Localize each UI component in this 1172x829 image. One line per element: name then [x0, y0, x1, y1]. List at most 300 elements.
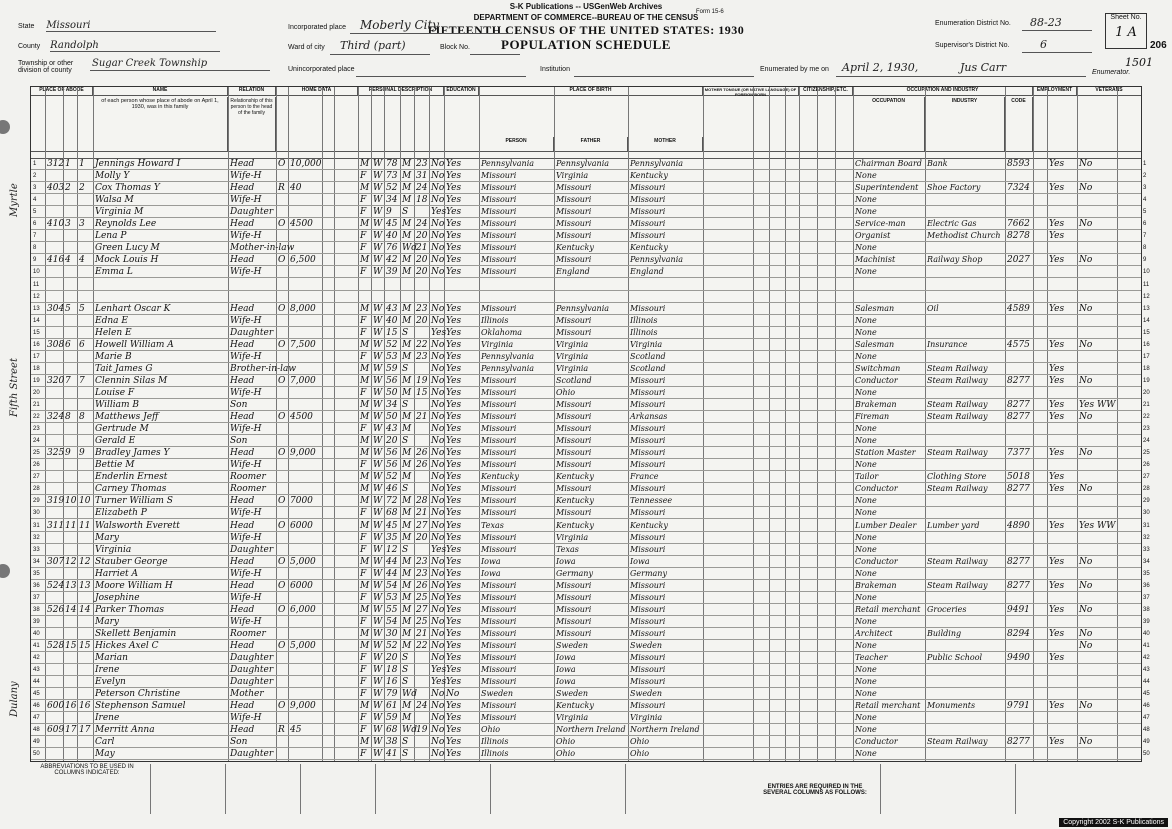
- cell-dw: [65, 459, 76, 471]
- cell-fb: Virginia: [556, 713, 589, 723]
- cell-ms: Wd: [402, 689, 418, 700]
- table-row: [31, 592, 1150, 604]
- cell-ind: [927, 351, 1004, 363]
- cell-code: [1007, 640, 1032, 652]
- cell-rd: [446, 279, 478, 291]
- cell-race: W: [373, 363, 383, 374]
- line-number-right: 39: [1143, 618, 1150, 625]
- cell-sch: No: [431, 592, 445, 603]
- ward-underline: [330, 44, 430, 55]
- cell-dw: [65, 194, 76, 206]
- group-name: NAME: [93, 87, 228, 96]
- cell-val: 5,000: [290, 556, 316, 567]
- cell-sex: M: [360, 496, 370, 507]
- cell-fam: [79, 423, 92, 435]
- table-row: [31, 291, 1150, 303]
- cell-rd: Yes: [446, 424, 462, 435]
- cell-age: 45: [386, 219, 398, 230]
- line-number-right: 11: [1143, 281, 1150, 288]
- cell-code: [1007, 315, 1032, 327]
- cell-own: [278, 363, 287, 375]
- cell-ms: M: [402, 568, 412, 579]
- cell-dw: [65, 363, 76, 375]
- cell-age: 18: [386, 665, 398, 676]
- cell-own: O: [278, 701, 286, 712]
- cell-dw: [65, 351, 76, 363]
- cell-emp: [1049, 291, 1076, 303]
- cell-occ: Organist: [855, 231, 891, 241]
- cell-house: 524: [47, 580, 65, 591]
- line-number: 30: [33, 510, 40, 517]
- cell-emp: [1049, 664, 1076, 676]
- cell-occ: None: [855, 592, 877, 602]
- block-label: Block No.: [440, 44, 470, 51]
- cell-dw: 15: [65, 641, 77, 651]
- line-number-right: 22: [1143, 414, 1150, 421]
- cell-occ: Station Master: [855, 448, 916, 458]
- cell-code: [1007, 327, 1032, 339]
- cell-pb: [481, 291, 553, 303]
- cell-own: O: [278, 520, 286, 531]
- cell-ind: [927, 291, 1004, 303]
- cell-emp: [1049, 194, 1076, 206]
- cell-mage: 24: [416, 701, 428, 712]
- cell-fam: 14: [79, 604, 91, 615]
- cell-emp: Yes: [1049, 484, 1065, 495]
- cell-own: [278, 387, 287, 399]
- cell-mage: 27: [416, 604, 428, 615]
- abbreviations-heading: ABBREVIATIONS TO BE USED IN COLUMNS INDICATED:: [40, 764, 134, 776]
- cell-mage: 21: [416, 243, 428, 254]
- cell-age: 50: [386, 412, 398, 423]
- cell-vet: No: [1079, 339, 1093, 350]
- cell-own: [278, 507, 287, 519]
- cell-vet: [1079, 592, 1116, 604]
- cell-pb: Oklahoma: [481, 327, 523, 337]
- cell-mage: 20: [416, 267, 428, 278]
- group-education: EDUCATION: [444, 87, 479, 96]
- cell-code: 8294: [1007, 628, 1030, 639]
- line-number: 32: [33, 534, 40, 541]
- cell-ind: Shoe Factory: [927, 183, 981, 193]
- group-employment: EMPLOYMENT: [1033, 87, 1077, 96]
- cell-val: 6000: [290, 520, 313, 531]
- cell-rel: Wife-H: [230, 532, 262, 543]
- cell-vet: [1079, 363, 1116, 375]
- cell-race: W: [373, 604, 383, 615]
- cell-name: Clennin Silas M: [95, 375, 168, 386]
- cell-val: 8,000: [290, 303, 316, 314]
- cell-dw: [65, 507, 76, 519]
- cell-ind: [927, 592, 1004, 604]
- cell-race: W: [373, 387, 383, 398]
- footer: [0, 762, 1172, 829]
- cell-code: [1007, 351, 1032, 363]
- cell-ms: Wd: [402, 725, 418, 736]
- cell-fb: Missouri: [556, 628, 592, 638]
- line-number: 13: [33, 305, 40, 312]
- cell-val: [290, 459, 321, 471]
- cell-ms: M: [402, 496, 412, 507]
- cell-race: W: [373, 568, 383, 579]
- cell-race: W: [373, 653, 383, 664]
- cell-mb: Missouri: [630, 460, 666, 470]
- cell-dw: [65, 748, 76, 760]
- cell-mage: 23: [416, 556, 428, 567]
- relation-column-header: Relationship of this person to the head of the family: [228, 97, 276, 151]
- cell-name: Merritt Anna: [95, 725, 155, 736]
- cell-name: Enderlin Ernest: [95, 472, 168, 483]
- cell-code: [1007, 688, 1032, 700]
- cell-pb: Missouri: [481, 207, 517, 217]
- cell-ind: [927, 387, 1004, 399]
- cell-dw: [65, 423, 76, 435]
- sheet-label: Sheet No.: [1110, 14, 1142, 21]
- cell-fam: 12: [79, 556, 91, 567]
- street-note-myrtle: Myrtle: [9, 183, 20, 217]
- cell-mb: Tennessee: [630, 496, 673, 506]
- cell-sch: No: [431, 267, 445, 278]
- cell-sex: F: [360, 351, 367, 362]
- cell-pb: Missouri: [481, 255, 517, 265]
- cell-pb: Missouri: [481, 448, 517, 458]
- table-row: [31, 544, 1150, 556]
- cell-fb: [556, 291, 627, 303]
- cell-rel: Brother-in-law: [230, 363, 297, 374]
- cell-code: 4589: [1007, 303, 1030, 314]
- cell-dw: 7: [65, 375, 71, 386]
- cell-mb: Missouri: [630, 231, 666, 241]
- cell-mb: Missouri: [630, 484, 666, 494]
- cell-age: 56: [386, 460, 398, 471]
- cell-ms: S: [402, 207, 409, 218]
- cell-mage: 26: [416, 448, 428, 459]
- cell-rel: Roomer: [230, 472, 266, 483]
- cell-fam: [79, 242, 92, 254]
- cell-own: O: [278, 159, 286, 169]
- enumerator-name: Jus Carr: [960, 61, 1007, 74]
- cell-ms: M: [402, 183, 412, 194]
- line-number: 2: [33, 173, 37, 180]
- cell-fb: Virginia: [556, 363, 589, 373]
- cell-val: [290, 507, 321, 519]
- cell-name: Harriet A: [95, 568, 139, 579]
- cell-fb: Pennsylvania: [556, 159, 610, 168]
- cell-sch: Yes: [431, 327, 447, 338]
- cell-pb: Missouri: [481, 484, 517, 494]
- cell-dw: [65, 736, 76, 748]
- cell-rel: [230, 279, 275, 291]
- line-number-right: 8: [1143, 245, 1147, 252]
- cell-rel: Head: [230, 412, 255, 423]
- sheet-number-box: [1105, 13, 1147, 49]
- cell-ind: Insurance: [927, 339, 968, 349]
- cell-ms: S: [402, 400, 409, 410]
- cell-age: 56: [386, 375, 398, 386]
- cell-ms: [402, 279, 413, 291]
- cell-pb: Missouri: [481, 171, 517, 181]
- cell-house: 311: [47, 520, 65, 531]
- cell-own: O: [278, 448, 286, 459]
- cell-fam: [79, 471, 92, 483]
- cell-sch: No: [431, 568, 445, 579]
- cell-occ: Retail merchant: [855, 701, 921, 711]
- line-number-right: 10: [1143, 269, 1150, 276]
- cell-rel: Daughter: [230, 665, 274, 676]
- cell-pb: Missouri: [481, 532, 517, 542]
- cell-ind: [927, 532, 1004, 544]
- cell-mage: 18: [416, 195, 428, 206]
- cell-sch: No: [431, 448, 445, 459]
- table-row: [31, 423, 1150, 435]
- cell-fam: 15: [79, 641, 91, 651]
- cell-sch: [431, 291, 443, 303]
- cell-emp: [1049, 266, 1076, 278]
- cell-pb: Missouri: [481, 243, 517, 253]
- cell-fb: Ohio: [556, 749, 576, 759]
- cell-house: 307: [47, 556, 65, 567]
- line-number-right: 6: [1143, 221, 1147, 228]
- group-place-of-abode: PLACE OF ABODE: [31, 87, 93, 96]
- cell-rd: Yes: [446, 436, 462, 447]
- unincorporated-label: Unincorporated place: [288, 66, 355, 73]
- table-row: [31, 507, 1150, 519]
- line-number-right: 18: [1143, 365, 1150, 372]
- cell-occ: None: [855, 424, 877, 434]
- cell-sex: [360, 291, 370, 303]
- table-row: [31, 194, 1147, 206]
- group-occupation-industry: OCCUPATION AND INDUSTRY: [853, 87, 1033, 96]
- cell-rd: Yes: [446, 749, 462, 760]
- state-value: Missouri: [46, 20, 91, 31]
- industry-header: INDUSTRY: [925, 97, 1005, 151]
- cell-rel: Daughter: [230, 653, 274, 664]
- cell-mb: Missouri: [630, 628, 666, 638]
- cell-ind: [927, 194, 1004, 206]
- cell-own: O: [278, 219, 286, 230]
- cell-ms: S: [402, 665, 409, 676]
- cell-mb: Missouri: [630, 665, 666, 675]
- line-number-right: 40: [1143, 630, 1150, 637]
- cell-ind: [927, 724, 1004, 736]
- cell-fam: [79, 206, 92, 218]
- cell-name: May: [95, 749, 115, 760]
- cell-name: Emma L: [95, 267, 133, 278]
- cell-occ: Brakeman: [855, 580, 897, 590]
- cell-age: 54: [386, 616, 398, 627]
- cell-pb: Missouri: [481, 400, 517, 409]
- cell-rd: Yes: [446, 556, 462, 567]
- cell-age: 55: [386, 604, 398, 615]
- cell-name: Lena P: [95, 231, 127, 242]
- cell-rel: Daughter: [230, 749, 274, 760]
- cell-fam: [79, 507, 92, 519]
- department-title: DEPARTMENT OF COMMERCE--BUREAU OF THE CENSUS: [473, 13, 699, 22]
- cell-rel: Head: [230, 496, 255, 507]
- cell-ind: Steam Railway: [927, 363, 988, 373]
- cell-occ: Lumber Dealer: [855, 520, 917, 530]
- cell-emp: [1049, 327, 1076, 339]
- cell-race: W: [373, 484, 383, 495]
- cell-occ: None: [855, 616, 877, 626]
- cell-age: 59: [386, 713, 398, 724]
- cell-rd: Yes: [446, 303, 462, 314]
- footer-box: [625, 764, 753, 814]
- cell-sex: F: [360, 424, 367, 435]
- line-number: 24: [33, 438, 40, 445]
- cell-rel: Daughter: [230, 327, 274, 338]
- cell-code: [1007, 616, 1032, 628]
- cell-own: O: [278, 412, 286, 423]
- cell-name: Mary: [95, 532, 119, 543]
- cell-ms: M: [402, 231, 412, 242]
- cell-fb: Scotland: [556, 375, 592, 385]
- cell-mb: Ohio: [630, 749, 650, 759]
- cell-dw: [65, 327, 76, 339]
- cell-vet: No: [1079, 628, 1093, 639]
- line-number: 37: [33, 594, 40, 601]
- cell-ind: [927, 507, 1004, 519]
- line-number: 12: [33, 293, 40, 300]
- cell-emp: [1049, 435, 1076, 447]
- cell-mb: Missouri: [630, 387, 666, 397]
- cell-house: 609: [47, 725, 65, 736]
- cell-rel: Wife-H: [230, 713, 262, 724]
- table-row: [31, 471, 1150, 483]
- cell-sch: No: [431, 628, 445, 639]
- line-number-right: 34: [1143, 558, 1150, 565]
- cell-ms: M: [402, 592, 412, 603]
- cell-pb: Missouri: [481, 713, 517, 723]
- line-number: 10: [33, 269, 40, 276]
- cell-sex: F: [360, 171, 367, 182]
- cell-val: 6,000: [290, 604, 316, 615]
- cell-vet: No: [1079, 701, 1093, 712]
- cell-occ: Conductor: [855, 484, 898, 494]
- cell-fb: Missouri: [556, 231, 592, 241]
- cell-fam: 3: [79, 219, 85, 230]
- cell-own: O: [278, 496, 286, 507]
- cell-name: Moore William H: [95, 580, 173, 591]
- cell-vet: [1079, 351, 1116, 363]
- cell-house: 304: [47, 303, 65, 314]
- line-number-right: 26: [1143, 462, 1150, 469]
- cell-vet: No: [1079, 219, 1093, 230]
- cell-fb: Missouri: [556, 580, 592, 590]
- cell-ms: S: [402, 749, 409, 760]
- cell-own: [278, 616, 287, 628]
- cell-ms: M: [402, 171, 412, 182]
- cell-rd: Yes: [446, 375, 462, 386]
- cell-ms: S: [402, 363, 409, 374]
- line-number: 38: [33, 606, 40, 613]
- cell-own: O: [278, 556, 286, 567]
- person-birth-header: PERSON: [479, 137, 554, 151]
- cell-house: 416: [47, 255, 65, 266]
- cell-fb: Missouri: [556, 400, 592, 409]
- cell-rd: Yes: [446, 580, 462, 591]
- cell-sex: F: [360, 713, 367, 724]
- line-number: 48: [33, 727, 40, 734]
- cell-val: [290, 315, 321, 327]
- enumeration-underline: [1022, 20, 1092, 31]
- cell-sex: M: [360, 556, 370, 567]
- cell-vet: No: [1079, 641, 1093, 651]
- footer-box: [1015, 764, 1143, 814]
- cell-pb: Missouri: [481, 701, 517, 711]
- cell-race: W: [373, 665, 383, 676]
- cell-fam: [79, 170, 92, 182]
- line-number-right: 36: [1143, 582, 1150, 589]
- cell-emp: Yes: [1049, 556, 1065, 567]
- cell-fam: [79, 736, 92, 748]
- cell-age: 52: [386, 183, 398, 194]
- cell-pb: Missouri: [481, 375, 517, 385]
- line-number-right: 17: [1143, 353, 1150, 360]
- cell-pb: Missouri: [481, 496, 517, 506]
- cell-ind: [927, 327, 1004, 339]
- cell-emp: [1049, 724, 1076, 736]
- cell-rd: Yes: [446, 532, 462, 543]
- cell-pb: Iowa: [481, 568, 501, 578]
- cell-mb: Missouri: [630, 448, 666, 458]
- cell-ind: Groceries: [927, 604, 967, 614]
- cell-ms: M: [402, 412, 412, 423]
- cell-sch: No: [431, 713, 445, 724]
- cell-ind: [927, 495, 1004, 507]
- cell-mage: [416, 363, 428, 375]
- cell-dw: [65, 483, 76, 495]
- cell-vet: [1079, 435, 1116, 447]
- table-row: [31, 254, 1147, 266]
- cell-name: Elizabeth P: [95, 508, 147, 519]
- cell-sch: No: [431, 556, 445, 567]
- cell-race: W: [373, 689, 383, 700]
- group-veterans: VETERANS: [1077, 87, 1141, 96]
- line-number: 8: [33, 245, 37, 252]
- line-number: 27: [33, 474, 40, 481]
- cell-ms: M: [402, 628, 412, 639]
- cell-code: [1007, 712, 1032, 724]
- cell-mage: [416, 327, 428, 339]
- group-place-of-birth: PLACE OF BIRTH: [479, 87, 703, 96]
- cell-sch: No: [431, 171, 445, 182]
- cell-rel: Head: [230, 303, 255, 314]
- table-row: [31, 628, 1150, 640]
- cell-sex: M: [360, 400, 370, 410]
- cell-fb: Texas: [556, 544, 579, 554]
- cell-dw: [65, 628, 76, 640]
- cell-age: 20: [386, 653, 398, 664]
- cell-val: [290, 664, 321, 676]
- cell-occ: Salesman: [855, 339, 895, 349]
- cell-rd: Yes: [446, 171, 462, 182]
- cell-name: Gerald E: [95, 436, 136, 447]
- cell-ms: M: [402, 580, 412, 591]
- cell-ind: Monuments: [927, 701, 976, 711]
- cell-age: 12: [386, 544, 398, 555]
- cell-house: [47, 568, 62, 580]
- cell-dw: [65, 279, 76, 291]
- line-number: 9: [33, 257, 37, 264]
- population-table: [9, 86, 1150, 762]
- cell-val: [290, 327, 321, 339]
- cell-dw: 17: [65, 725, 77, 736]
- line-number: 25: [33, 450, 40, 457]
- cell-emp: [1049, 616, 1076, 628]
- cell-emp: Yes: [1049, 604, 1065, 615]
- cell-dw: [65, 399, 76, 411]
